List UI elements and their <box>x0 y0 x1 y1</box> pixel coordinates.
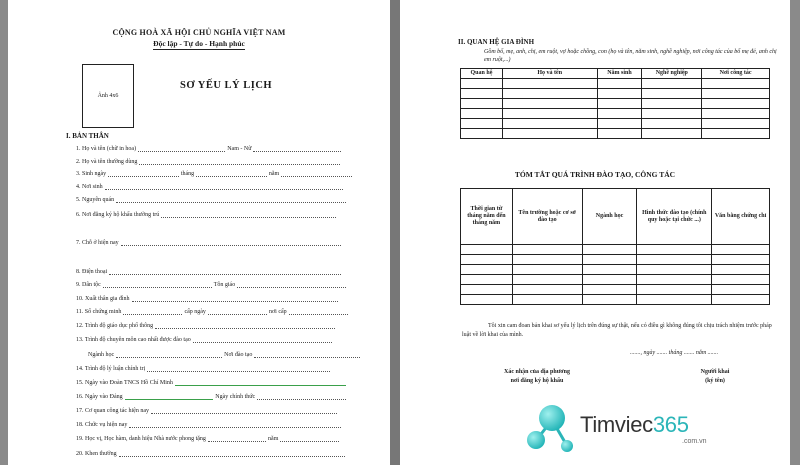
family-cell[interactable] <box>597 129 642 139</box>
family-cell[interactable] <box>461 79 503 89</box>
field-input-line[interactable] <box>196 171 267 177</box>
field-input-line[interactable] <box>123 309 182 315</box>
family-cell[interactable] <box>502 89 597 99</box>
training-col-header: Thời gian từ tháng năm đến tháng năm <box>461 189 513 245</box>
field-input-line[interactable] <box>121 240 342 246</box>
training-cell[interactable] <box>582 245 637 255</box>
training-cell[interactable] <box>712 285 770 295</box>
sig-left-line2: nơi đăng ký hộ khẩu <box>510 378 564 384</box>
family-cell[interactable] <box>702 129 770 139</box>
family-row <box>461 119 770 129</box>
training-row <box>461 255 770 265</box>
field-label: 10. Xuất thân gia đình <box>76 296 130 302</box>
field-input-line[interactable] <box>193 337 333 343</box>
family-cell[interactable] <box>702 119 770 129</box>
family-row <box>461 99 770 109</box>
training-cell[interactable] <box>582 275 637 285</box>
field-input-line[interactable] <box>139 159 339 165</box>
field-label: 5. Nguyên quán <box>76 197 115 203</box>
family-cell[interactable] <box>642 99 702 109</box>
training-cell[interactable] <box>712 255 770 265</box>
field-input-line[interactable] <box>208 309 267 315</box>
field-sublabel: năm <box>268 436 279 442</box>
local-confirmation <box>482 368 592 386</box>
field-row <box>76 323 337 329</box>
field-label: 11. Số chứng minh <box>76 309 122 315</box>
field-input-line[interactable] <box>103 282 212 288</box>
training-cell[interactable] <box>637 265 712 275</box>
training-col-header: Tên trường hoặc cơ sở đào tạo <box>512 189 582 245</box>
training-cell[interactable] <box>461 245 513 255</box>
family-cell[interactable] <box>597 89 642 99</box>
family-cell[interactable] <box>461 109 503 119</box>
family-cell[interactable] <box>642 129 702 139</box>
training-cell[interactable] <box>461 285 513 295</box>
declarant-signature <box>670 368 760 386</box>
sig-right-line2: (ký tên) <box>705 378 725 384</box>
brand-name <box>580 412 689 438</box>
field-input-line[interactable] <box>147 366 330 372</box>
training-cell[interactable] <box>512 295 582 305</box>
family-col-header: Quan hệ <box>461 69 503 79</box>
training-cell[interactable] <box>712 295 770 305</box>
family-table <box>460 68 770 139</box>
field-row <box>76 282 348 288</box>
field-input-line[interactable] <box>138 146 225 152</box>
training-cell[interactable] <box>461 295 513 305</box>
field-input-line[interactable] <box>151 408 337 414</box>
training-row <box>461 285 770 295</box>
field-row <box>76 212 338 218</box>
field-input-line[interactable] <box>155 323 335 329</box>
date-line: ......., ngày ....... tháng ....... năm ....... <box>630 350 719 356</box>
field-sublabel: năm <box>268 171 280 177</box>
field-row <box>76 296 340 302</box>
training-cell[interactable] <box>712 275 770 285</box>
field-label: 17. Cơ quan công tác hiện nay <box>76 408 149 414</box>
field-sublabel: Ngày chính thức <box>215 394 256 400</box>
field-label: 20. Khen thưởng <box>76 451 117 457</box>
field-row <box>76 240 343 246</box>
motto <box>8 39 390 48</box>
page-gutter <box>390 0 400 465</box>
field-row <box>76 408 339 414</box>
field-input-line[interactable] <box>257 394 346 400</box>
family-col-header: Họ và tên <box>502 69 597 79</box>
photo-box <box>82 64 134 128</box>
training-row <box>461 265 770 275</box>
brand-text: Timviec <box>580 412 653 437</box>
family-cell[interactable] <box>502 119 597 129</box>
family-cell[interactable] <box>502 99 597 109</box>
family-cell[interactable] <box>461 129 503 139</box>
training-cell[interactable] <box>461 275 513 285</box>
training-cell[interactable] <box>637 285 712 295</box>
field-input-line[interactable] <box>116 197 345 203</box>
field-row <box>76 337 334 343</box>
training-row <box>461 245 770 255</box>
field-input-line[interactable] <box>289 309 348 315</box>
field-label: 2. Họ và tên thường dùng <box>76 159 138 165</box>
field-row <box>76 146 343 152</box>
field-label: 7. Chỗ ở hiện nay <box>76 240 119 246</box>
training-col-header: Ngành học <box>582 189 637 245</box>
field-row <box>76 422 343 428</box>
field-label: 1. Họ và tên (chữ in hoa) <box>76 146 137 152</box>
training-cell[interactable] <box>512 245 582 255</box>
field-label: 6. Nơi đăng ký hộ khẩu thường trú <box>76 212 160 218</box>
molecule-logo-icon <box>522 398 584 460</box>
family-cell[interactable] <box>702 109 770 119</box>
field-label: 14. Trình độ lý luận chính trị <box>76 366 146 372</box>
training-col-header: Hình thức đào tạo (chính quy hoặc tại chức ...) <box>637 189 712 245</box>
family-cell[interactable] <box>597 109 642 119</box>
training-cell[interactable] <box>637 255 712 265</box>
training-title: TÓM TẮT QUÁ TRÌNH ĐÀO TẠO, CÔNG TÁC <box>514 170 676 179</box>
training-table <box>460 188 770 305</box>
family-cell[interactable] <box>461 99 503 109</box>
field-row <box>76 436 341 442</box>
training-cell[interactable] <box>582 265 637 275</box>
field-input-line[interactable] <box>116 352 222 358</box>
training-row <box>461 275 770 285</box>
family-cell[interactable] <box>702 89 770 99</box>
commitment-text: Tôi xin cam đoan bản khai sơ yếu lý lịch trên đúng sự thật, nếu có điều gì không đúng tôi chịu trách nhiệm trước pháp luật về lời khai của mình. <box>462 323 772 338</box>
field-label: 12. Trình độ giáo dục phổ thông <box>76 323 154 329</box>
training-cell[interactable] <box>712 265 770 275</box>
field-row <box>76 159 342 165</box>
family-cell[interactable] <box>461 119 503 129</box>
field-input-line[interactable] <box>281 171 352 177</box>
family-cell[interactable] <box>642 119 702 129</box>
family-row <box>461 129 770 139</box>
brand-num: 365 <box>652 412 689 437</box>
training-cell[interactable] <box>582 285 637 295</box>
field-row <box>76 197 348 203</box>
training-cell[interactable] <box>512 285 582 295</box>
family-cell[interactable] <box>597 79 642 89</box>
family-cell[interactable] <box>642 89 702 99</box>
training-cell[interactable] <box>637 295 712 305</box>
field-sublabel: nơi cấp <box>269 309 287 315</box>
family-row <box>461 109 770 119</box>
family-row <box>461 79 770 89</box>
field-sublabel: tháng <box>180 171 195 177</box>
motto-text: Độc lập - Tự do - Hạnh phúc <box>153 39 245 48</box>
field-row <box>88 352 362 358</box>
field-input-line[interactable] <box>109 269 341 275</box>
training-cell[interactable] <box>582 295 637 305</box>
family-cell[interactable] <box>502 109 597 119</box>
family-cell[interactable] <box>502 79 597 89</box>
photo-label: Ảnh 4x6 <box>97 93 119 99</box>
section-ban-than: I. BẢN THÂN <box>66 132 109 140</box>
brand-domain: .com.vn <box>682 438 707 445</box>
field-label: 18. Chức vụ hiện nay <box>76 422 128 428</box>
family-cell[interactable] <box>597 119 642 129</box>
field-label: 8. Điện thoại <box>76 269 108 275</box>
field-row <box>76 366 332 372</box>
field-input-line[interactable] <box>280 436 338 442</box>
field-label: 16. Ngày vào Đảng <box>76 394 123 400</box>
family-cell[interactable] <box>642 109 702 119</box>
training-cell[interactable] <box>582 255 637 265</box>
family-header-row <box>461 69 770 79</box>
field-label: 4. Nơi sinh <box>76 184 103 190</box>
section-family: II. QUAN HỆ GIA ĐÌNH <box>458 38 535 46</box>
training-cell[interactable] <box>461 265 513 275</box>
training-cell[interactable] <box>712 245 770 255</box>
field-input-line[interactable] <box>237 282 346 288</box>
field-input-line[interactable] <box>161 212 335 218</box>
field-label: Ngành học <box>88 352 115 358</box>
family-cell[interactable] <box>642 79 702 89</box>
field-sublabel: Tôn giáo <box>213 282 236 288</box>
family-row <box>461 89 770 99</box>
family-note: Gồm bố, mẹ, anh, chị, em ruột, vợ hoặc chồng, con (họ và tên, năm sinh, nghề nghiệp, nơi công tác của bố mẹ đẻ, anh chị em ruột,...) <box>484 49 777 63</box>
training-row <box>461 295 770 305</box>
field-row <box>76 380 348 386</box>
timviec365-watermark <box>522 398 712 460</box>
field-input-line[interactable] <box>132 296 338 302</box>
field-input-line[interactable] <box>208 436 266 442</box>
training-header-row <box>461 189 770 245</box>
field-row <box>76 394 348 400</box>
family-cell[interactable] <box>461 89 503 99</box>
training-cell[interactable] <box>637 245 712 255</box>
family-cell[interactable] <box>597 99 642 109</box>
family-col-header: Năm sinh <box>597 69 642 79</box>
training-cell[interactable] <box>512 275 582 285</box>
field-sublabel: Nam - Nữ <box>227 146 252 152</box>
form-title: SƠ YẾU LÝ LỊCH <box>180 80 273 91</box>
training-cell[interactable] <box>461 255 513 265</box>
family-cell[interactable] <box>702 79 770 89</box>
training-col-header: Văn bằng chứng chỉ <box>712 189 770 245</box>
field-input-line[interactable] <box>175 380 346 386</box>
field-row <box>76 269 343 275</box>
training-cell[interactable] <box>512 265 582 275</box>
field-sublabel: cấp ngày <box>184 309 206 315</box>
field-input-line[interactable] <box>253 146 340 152</box>
field-label: 13. Trình độ chuyên môn cao nhất được đào tạo <box>76 337 191 343</box>
training-cell[interactable] <box>512 255 582 265</box>
family-col-header: Nghề nghiệp <box>642 69 702 79</box>
family-cell[interactable] <box>502 129 597 139</box>
field-input-line[interactable] <box>129 422 341 428</box>
field-row <box>76 451 347 457</box>
field-row <box>76 309 350 315</box>
field-sublabel: Nơi đào tạo <box>224 352 253 358</box>
field-label: 19. Học vị, Học hàm, danh hiệu Nhà nước phong tặng <box>76 436 206 442</box>
field-input-line[interactable] <box>108 171 179 177</box>
sig-left-line1: Xác nhận của địa phương <box>504 369 570 375</box>
sig-right-line1: Người khai <box>700 369 730 375</box>
field-row <box>76 184 345 190</box>
national-header: CỘNG HOÀ XÃ HỘI CHỦ NGHĨA VIỆT NAM <box>112 28 286 37</box>
family-col-header: Nơi công tác <box>702 69 770 79</box>
field-input-line[interactable] <box>125 394 214 400</box>
field-label: 3. Sinh ngày <box>76 171 107 177</box>
left-page <box>8 0 390 465</box>
field-row <box>76 171 354 177</box>
field-input-line[interactable] <box>119 451 346 457</box>
family-cell[interactable] <box>702 99 770 109</box>
right-page <box>400 0 790 465</box>
field-input-line[interactable] <box>254 352 360 358</box>
training-cell[interactable] <box>637 275 712 285</box>
field-label: 9. Dân tộc <box>76 282 101 288</box>
field-label: 15. Ngày vào Đoàn TNCS Hồ Chí Minh <box>76 380 173 386</box>
field-input-line[interactable] <box>105 184 343 190</box>
